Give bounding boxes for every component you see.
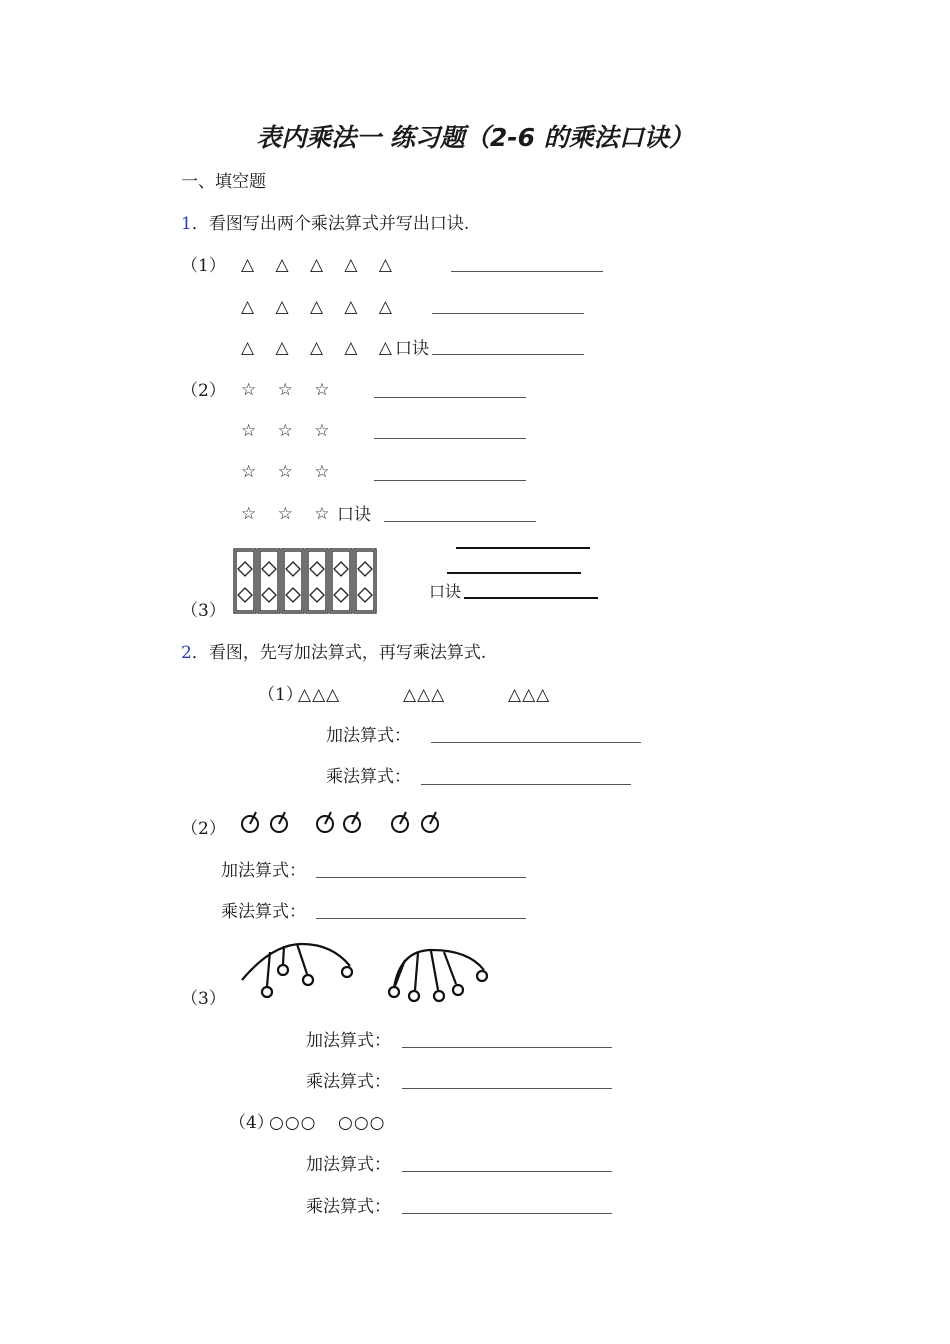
answer-blank[interactable] — [374, 438, 526, 439]
star-row: ☆ ☆ ☆ — [241, 421, 338, 441]
diamond-cards-figure — [232, 546, 382, 616]
answer-blank[interactable] — [374, 480, 526, 481]
circle-group: ○○○ — [338, 1113, 386, 1133]
addition-label: 加法算式： — [306, 1031, 391, 1051]
triangle-group: △△△ — [508, 685, 551, 705]
question-2 — [181, 642, 486, 664]
addition-blank[interactable] — [402, 1047, 612, 1048]
apples-figure — [236, 805, 446, 837]
answer-blank[interactable] — [374, 397, 526, 398]
star-row: ☆ ☆ ☆ — [241, 504, 338, 524]
section-heading: 一、填空题 — [181, 172, 266, 192]
addition-blank[interactable] — [431, 742, 641, 743]
star-row: ☆ ☆ ☆ — [241, 380, 338, 400]
answer-blank[interactable] — [432, 313, 584, 314]
part-label: （4） — [229, 1113, 274, 1133]
multiplication-blank[interactable] — [421, 784, 631, 785]
koujue-blank[interactable] — [464, 597, 598, 599]
multiplication-blank[interactable] — [402, 1088, 612, 1089]
part-label: （1） — [258, 685, 303, 705]
question-text: ．看图，先写加法算式，再写乘法算式. — [191, 643, 487, 663]
koujue-label: 口诀 — [337, 505, 371, 525]
part-label: （1） — [181, 256, 226, 276]
question-number: 1 — [181, 214, 192, 234]
addition-blank[interactable] — [402, 1171, 612, 1172]
multiplication-label: 乘法算式： — [306, 1197, 391, 1217]
multiplication-label: 乘法算式： — [221, 902, 306, 922]
triangle-row: △ △ △ △ △ — [241, 338, 400, 358]
question-1 — [181, 213, 469, 235]
part-label: （2） — [181, 819, 226, 839]
part-label: （3） — [181, 601, 226, 621]
triangle-row: △ △ △ △ △ — [241, 255, 400, 275]
balloons-figure — [232, 940, 494, 1006]
answer-blank[interactable] — [456, 547, 590, 549]
part-label: （3） — [181, 989, 226, 1009]
koujue-blank[interactable] — [384, 521, 536, 522]
question-number: 2 — [181, 643, 192, 663]
triangle-row: △ △ △ △ △ — [241, 297, 400, 317]
answer-blank[interactable] — [447, 572, 581, 574]
multiplication-blank[interactable] — [316, 918, 526, 919]
addition-label: 加法算式： — [221, 861, 306, 881]
koujue-label: 口诀 — [429, 582, 462, 601]
question-text: ．看图写出两个乘法算式并写出口诀. — [191, 214, 470, 234]
multiplication-label: 乘法算式： — [326, 767, 411, 787]
triangle-group: △△△ — [403, 685, 446, 705]
part-label: （2） — [181, 381, 226, 401]
addition-label: 加法算式： — [306, 1155, 391, 1175]
multiplication-blank[interactable] — [402, 1213, 612, 1214]
addition-blank[interactable] — [316, 877, 526, 878]
koujue-label: 口诀 — [395, 339, 429, 359]
koujue-blank[interactable] — [432, 354, 584, 355]
triangle-group: △△△ — [298, 685, 341, 705]
star-row: ☆ ☆ ☆ — [241, 462, 338, 482]
addition-label: 加法算式： — [326, 726, 411, 746]
answer-blank[interactable] — [451, 271, 603, 272]
page-title: 表内乘法一 练习题（2-6 的乘法口诀） — [256, 123, 694, 152]
circle-group: ○○○ — [269, 1113, 317, 1133]
multiplication-label: 乘法算式： — [306, 1072, 391, 1092]
